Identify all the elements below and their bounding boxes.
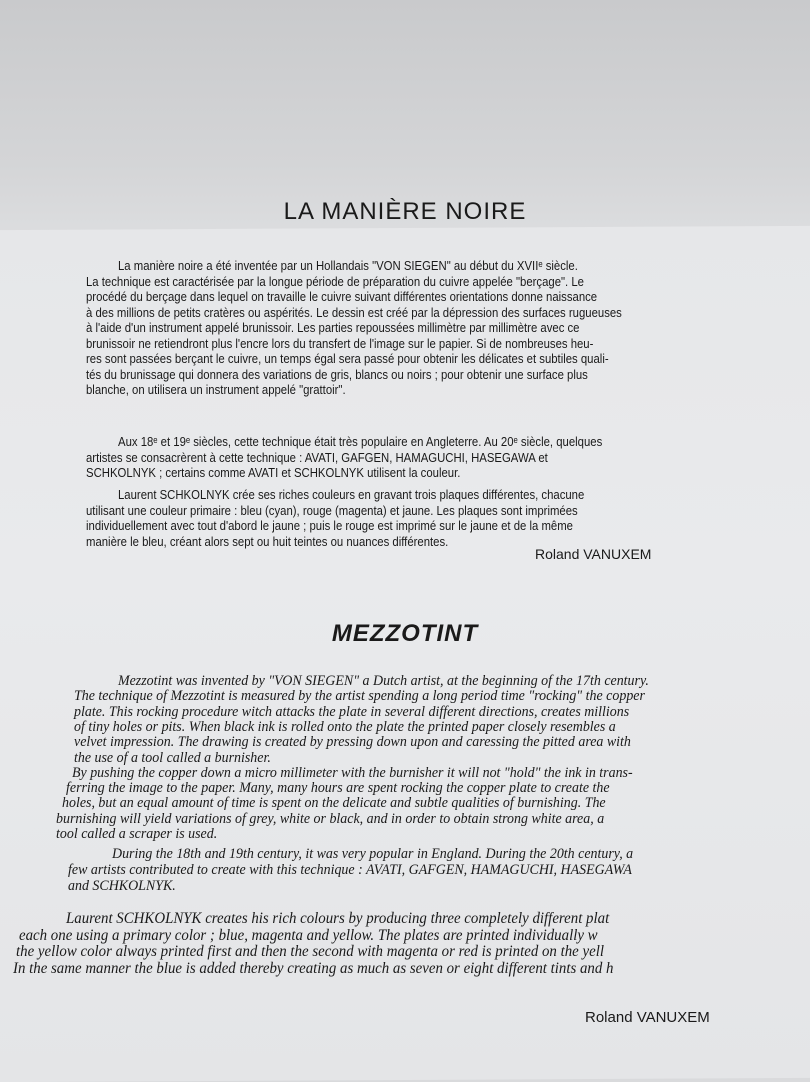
text-line: manière le bleu, créant alors sept ou huit teintes ou nuances différentes. [86, 533, 449, 549]
text-line: tés du brunissage qui donnera des variations de gris, blancs ou noirs ; pour obtenir une surface plus [86, 366, 588, 382]
text-line: burnishing will yield variations of grey, white or black, and in order to obtain strong white area, a [56, 810, 605, 827]
text-line: Laurent SCHKOLNYK crée ses riches couleurs en gravant trois plaques différentes, chacune [118, 487, 585, 502]
text-line: utilisant une couleur primaire : bleu (cyan), rouge (magenta) et jaune. Les plaques sont imprimées [86, 502, 578, 518]
text-line: SCHKOLNYK ; certains comme AVATI et SCHKOLNYK utilisent la couleur. [86, 465, 461, 480]
text-line: La manière noire a été inventée par un Hollandais "VON SIEGEN" au début du XVIIᵉ siècle. [118, 258, 578, 273]
text-line: La technique est caractérisée par la longue période de préparation du cuivre appelée "berçage". Le [86, 273, 584, 289]
text-line: Laurent SCHKOLNYK creates his rich colours by producing three completely different plat [66, 910, 610, 927]
text-line: Aux 18ᵉ et 19ᵉ siècles, cette technique était très populaire en Angleterre. Au 20ᵉ siècle, quelques [118, 434, 603, 449]
text-line: each one using a primary color ; blue, magenta and yellow. The plates are printed individually w [19, 926, 598, 944]
text-line: Mezzotint was invented by "VON SIEGEN" a Dutch artist, at the beginning of the 17th century. [118, 673, 649, 689]
text-line: velvet impression. The drawing is created by pressing down upon and caressing the pitted area with [74, 734, 631, 751]
text-line: the yellow color always printed first and then the second with magenta or red is printed on the yell [16, 943, 604, 960]
text-line: of tiny holes or pits. When black ink is rolled onto the plate the printed paper closely resembles a [74, 718, 616, 735]
text-line: and SCHKOLNYK. [68, 878, 176, 894]
english-title: MEZZOTINT [331, 620, 479, 647]
text-line: By pushing the copper down a micro millimeter with the burnisher it will not "hold" the ink in trans- [72, 764, 633, 781]
english-signature: Roland VANUXEM [585, 1009, 710, 1026]
text-line: few artists contributed to create with this technique : AVATI, GAFGEN, HAMAGUCHI, HASEGAWA [68, 862, 632, 878]
text-line: blanche, on utilisera un instrument appelé "grattoir". [86, 382, 346, 397]
text-line: res sont passées berçant le cuivre, un temps égal sera passé pour obtenir les délicates et subtiles quali- [86, 351, 609, 366]
french-title: LA MANIÈRE NOIRE [283, 198, 527, 225]
text-line: à des millions de petits cratères ou aspérités. Le dessin est créé par la dépression des surfaces rugueuses [86, 304, 622, 320]
text-line: the use of a tool called a burnisher. [74, 749, 271, 766]
text-line: procédé du berçage dans lequel on travaille le cuivre suivant différentes orientations donne naissance [86, 289, 598, 304]
text-line: artistes se consacrèrent à cette technique : AVATI, GAFGEN, HAMAGUCHI, HASEGAWA et [86, 449, 548, 465]
text-line: individuellement avec tout d'abord le jaune ; puis le rouge est imprimé sur le jaune et de la même [86, 518, 573, 533]
text-line: ferring the image to the paper. Many, many hours are spent rocking the copper plate to create the [66, 780, 610, 797]
text-line: In the same manner the blue is added thereby creating as much as seven or eight different tints and h [13, 959, 614, 977]
text-line: holes, but an equal amount of time is spent on the delicate and subtle qualities of burnishing. The [62, 795, 606, 812]
text-line: brunissoir ne retiendront plus l'encre lors du transfert de l'image sur le papier. Si de nombreuses heu- [86, 335, 594, 351]
text-line: plate. This rocking procedure witch attacks the plate in several different directions, creates millions [74, 703, 630, 720]
text-line: The technique of Mezzotint is measured by the artist spending a long period time "rocking" the copper [74, 688, 645, 705]
text-line: à l'aide d'un instrument appelé brunissoir. Les parties repoussées millimètre par millimètre avec ce [86, 320, 580, 335]
text-line: tool called a scraper is used. [56, 826, 218, 842]
text-line: During the 18th and 19th century, it was very popular in England. During the 20th century, a [112, 846, 634, 862]
french-signature: Roland VANUXEM [535, 546, 652, 562]
